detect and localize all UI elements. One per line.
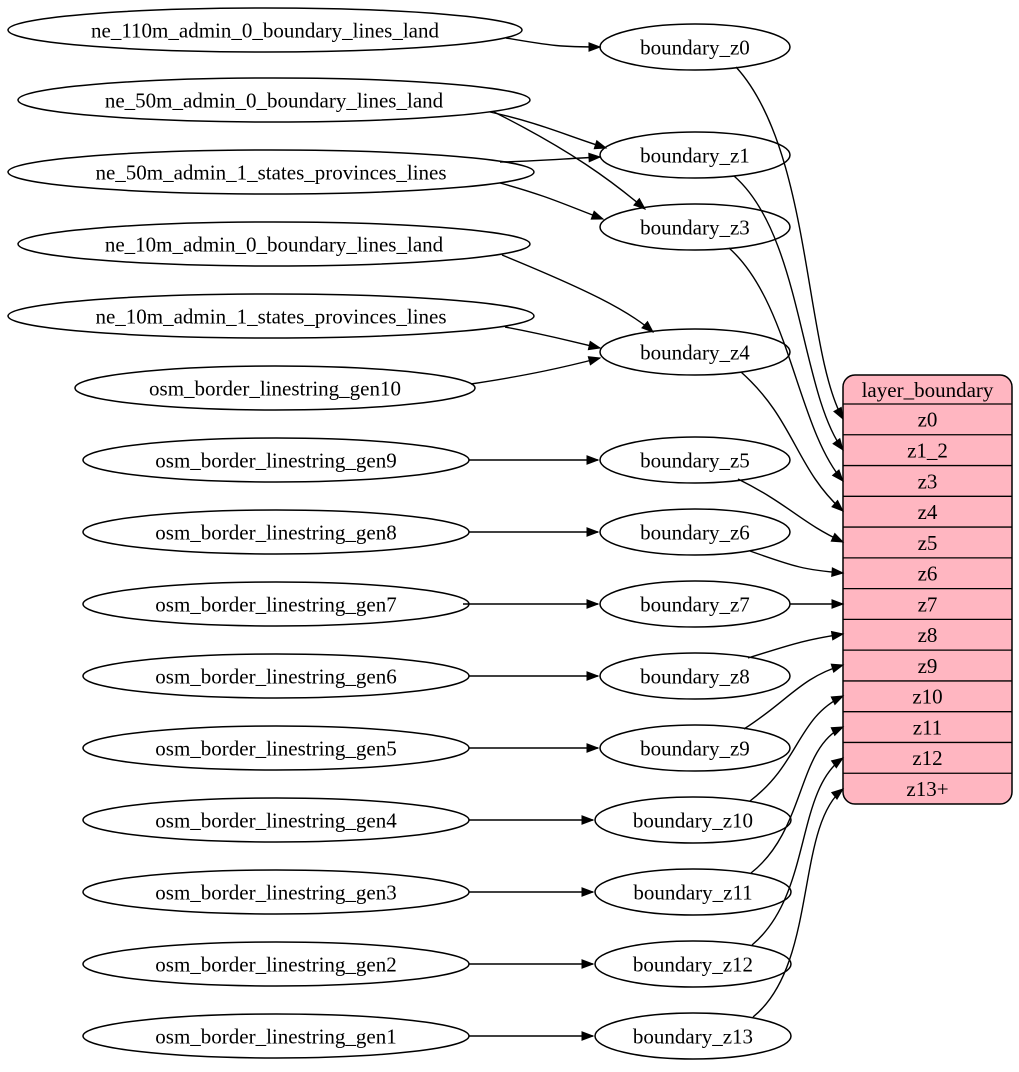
edge-arrowhead — [587, 600, 598, 608]
edge-arrowhead — [588, 357, 600, 365]
node-label: boundary_z4 — [640, 340, 750, 365]
record-row-label: z6 — [917, 561, 938, 586]
record-row-label: z7 — [917, 592, 938, 617]
edge-arrowhead — [831, 534, 843, 542]
node-label: osm_border_linestring_gen4 — [155, 808, 397, 833]
edge-osm_border_linestring_gen1-to-boundary_z13 — [469, 1032, 593, 1040]
edge-arrowhead — [831, 727, 843, 735]
record-row-label: z8 — [917, 623, 938, 648]
edge-arrowhead — [634, 199, 645, 209]
record-row-label: z9 — [917, 653, 938, 678]
transform-node-boundary_z10 — [595, 797, 791, 843]
edge-arrowhead — [588, 341, 600, 349]
edge-arrowhead — [587, 672, 598, 680]
node-label: boundary_z13 — [632, 1024, 754, 1049]
transform-node-boundary_z5 — [600, 437, 790, 483]
node-label: boundary_z9 — [640, 736, 750, 761]
edge-line — [748, 634, 843, 658]
source-node-osm_border_linestring_gen7 — [83, 582, 469, 626]
edge-osm_border_linestring_gen2-to-boundary_z12 — [469, 960, 593, 968]
node-label: osm_border_linestring_gen1 — [155, 1024, 397, 1049]
edge-boundary_z8-to-layer_boundary:z8 — [748, 631, 843, 658]
record-row-label: z1_2 — [907, 438, 948, 463]
edge-arrowhead — [589, 153, 600, 161]
transform-node-boundary_z7 — [600, 581, 790, 627]
edge-arrowhead — [587, 456, 598, 464]
edge-line — [505, 327, 600, 348]
source-node-ne_50m_admin_0_boundary_lines_land — [18, 78, 530, 122]
edge-osm_border_linestring_gen5-to-boundary_z9 — [469, 744, 598, 752]
edge-line — [741, 372, 843, 511]
node-label: osm_border_linestring_gen10 — [149, 376, 401, 401]
source-node-ne_10m_admin_1_states_provinces_lines — [8, 294, 534, 338]
edge-arrowhead — [833, 470, 843, 481]
edge-line — [500, 183, 603, 219]
edge-ne_50m_admin_0_boundary_lines_land-to-boundary_z1 — [490, 112, 606, 149]
edge-arrowhead — [582, 1032, 593, 1040]
source-node-osm_border_linestring_gen1 — [83, 1014, 469, 1058]
edge-line — [750, 551, 843, 573]
source-node-osm_border_linestring_gen5 — [83, 726, 469, 770]
node-label: boundary_z1 — [640, 143, 750, 168]
record-row-label: z12 — [912, 746, 943, 771]
edge-arrowhead — [582, 960, 593, 968]
transform-node-boundary_z1 — [600, 132, 790, 178]
edge-ne_50m_admin_1_states_provinces_lines-to-boundary_z3 — [500, 183, 603, 219]
edge-line — [471, 358, 600, 384]
node-label: ne_10m_admin_1_states_provinces_lines — [95, 304, 447, 329]
source-node-osm_border_linestring_gen8 — [83, 510, 469, 554]
edge-arrowhead — [582, 816, 593, 824]
transform-node-boundary_z11 — [595, 869, 791, 915]
edge-arrowhead — [832, 568, 843, 576]
edge-line — [506, 38, 600, 47]
transform-node-boundary_z6 — [600, 509, 790, 555]
record-row-label: z3 — [917, 469, 938, 494]
edge-osm_border_linestring_gen10-to-boundary_z4 — [471, 357, 600, 384]
node-label: boundary_z3 — [640, 215, 750, 240]
node-label: osm_border_linestring_gen2 — [155, 952, 397, 977]
node-label: boundary_z5 — [640, 448, 750, 473]
transform-node-boundary_z8 — [600, 653, 790, 699]
record-title: layer_boundary — [861, 377, 994, 402]
edge-arrowhead — [834, 407, 843, 419]
node-label: boundary_z0 — [640, 35, 750, 60]
edge-ne_50m_admin_1_states_provinces_lines-to-boundary_z1 — [500, 153, 600, 162]
node-label: boundary_z10 — [632, 808, 754, 833]
edge-arrowhead — [832, 600, 843, 608]
edge-boundary_z4-to-layer_boundary:z4 — [741, 372, 843, 511]
source-node-osm_border_linestring_gen10 — [75, 366, 475, 410]
node-label: osm_border_linestring_gen5 — [155, 736, 397, 761]
node-label: osm_border_linestring_gen9 — [155, 448, 397, 473]
node-label: boundary_z12 — [632, 952, 754, 977]
edge-osm_border_linestring_gen3-to-boundary_z11 — [469, 888, 593, 896]
edge-osm_border_linestring_gen4-to-boundary_z10 — [469, 816, 593, 824]
node-label: osm_border_linestring_gen8 — [155, 520, 397, 545]
edge-arrowhead — [582, 888, 593, 896]
source-node-osm_border_linestring_gen2 — [83, 942, 469, 986]
edge-ne_10m_admin_1_states_provinces_lines-to-boundary_z4 — [505, 327, 600, 350]
record-row-label: z4 — [917, 500, 938, 525]
source-node-ne_110m_admin_0_boundary_lines_land — [8, 8, 522, 52]
edge-osm_border_linestring_gen6-to-boundary_z8 — [469, 672, 598, 680]
edge-boundary_z6-to-layer_boundary:z6 — [750, 551, 843, 576]
source-node-ne_50m_admin_1_states_provinces_lines — [8, 150, 534, 194]
node-label: boundary_z7 — [640, 592, 750, 617]
edge-line — [752, 758, 843, 945]
source-node-osm_border_linestring_gen6 — [83, 654, 469, 698]
edge-arrowhead — [831, 664, 843, 672]
edge-boundary_z7-to-layer_boundary:z7 — [790, 600, 843, 608]
record-row-label: z11 — [912, 715, 943, 740]
edge-osm_border_linestring_gen8-to-boundary_z6 — [469, 528, 598, 536]
edge-arrowhead — [587, 744, 598, 752]
transform-node-boundary_z4 — [600, 329, 790, 375]
node-label: osm_border_linestring_gen3 — [155, 880, 397, 905]
record-row-label: z10 — [912, 684, 943, 709]
transform-node-boundary_z13 — [595, 1013, 791, 1059]
edge-line — [500, 157, 600, 162]
edge-line — [490, 112, 606, 148]
source-node-ne_10m_admin_0_boundary_lines_land — [18, 222, 530, 266]
source-node-osm_border_linestring_gen9 — [83, 438, 469, 482]
source-node-osm_border_linestring_gen4 — [83, 798, 469, 842]
edge-arrowhead — [642, 322, 653, 332]
edge-arrowhead — [591, 211, 603, 219]
node-label: ne_50m_admin_1_states_provinces_lines — [95, 160, 447, 185]
record-row-label: z13+ — [906, 776, 949, 801]
edge-ne_110m_admin_0_boundary_lines_land-to-boundary_z0 — [506, 38, 600, 51]
edge-arrowhead — [831, 631, 843, 639]
node-label: boundary_z6 — [640, 520, 750, 545]
node-label: boundary_z8 — [640, 664, 750, 689]
transform-node-boundary_z9 — [600, 725, 790, 771]
edge-arrowhead — [594, 141, 606, 149]
node-label: ne_10m_admin_0_boundary_lines_land — [104, 232, 444, 257]
transform-node-boundary_z12 — [595, 941, 791, 987]
edge-arrowhead — [832, 789, 843, 799]
transform-node-boundary_z0 — [600, 24, 790, 70]
record-node-layer_boundary — [843, 375, 1012, 804]
edge-arrowhead — [589, 43, 600, 51]
edge-osm_border_linestring_gen9-to-boundary_z5 — [469, 456, 598, 464]
edge-boundary_z12-to-layer_boundary:z12 — [752, 758, 843, 945]
node-label: osm_border_linestring_gen6 — [155, 664, 397, 689]
source-node-osm_border_linestring_gen3 — [83, 870, 469, 914]
node-label: ne_50m_admin_0_boundary_lines_land — [104, 88, 444, 113]
edge-arrowhead — [587, 528, 598, 536]
edge-arrowhead — [833, 439, 843, 450]
node-label: boundary_z11 — [633, 880, 753, 905]
record-row-label: z0 — [917, 407, 938, 432]
edge-osm_border_linestring_gen7-to-boundary_z7 — [463, 600, 598, 608]
node-label: ne_110m_admin_0_boundary_lines_land — [91, 18, 439, 43]
edge-arrowhead — [831, 696, 843, 705]
node-label: osm_border_linestring_gen7 — [155, 592, 397, 617]
record-row-label: z5 — [917, 530, 938, 555]
